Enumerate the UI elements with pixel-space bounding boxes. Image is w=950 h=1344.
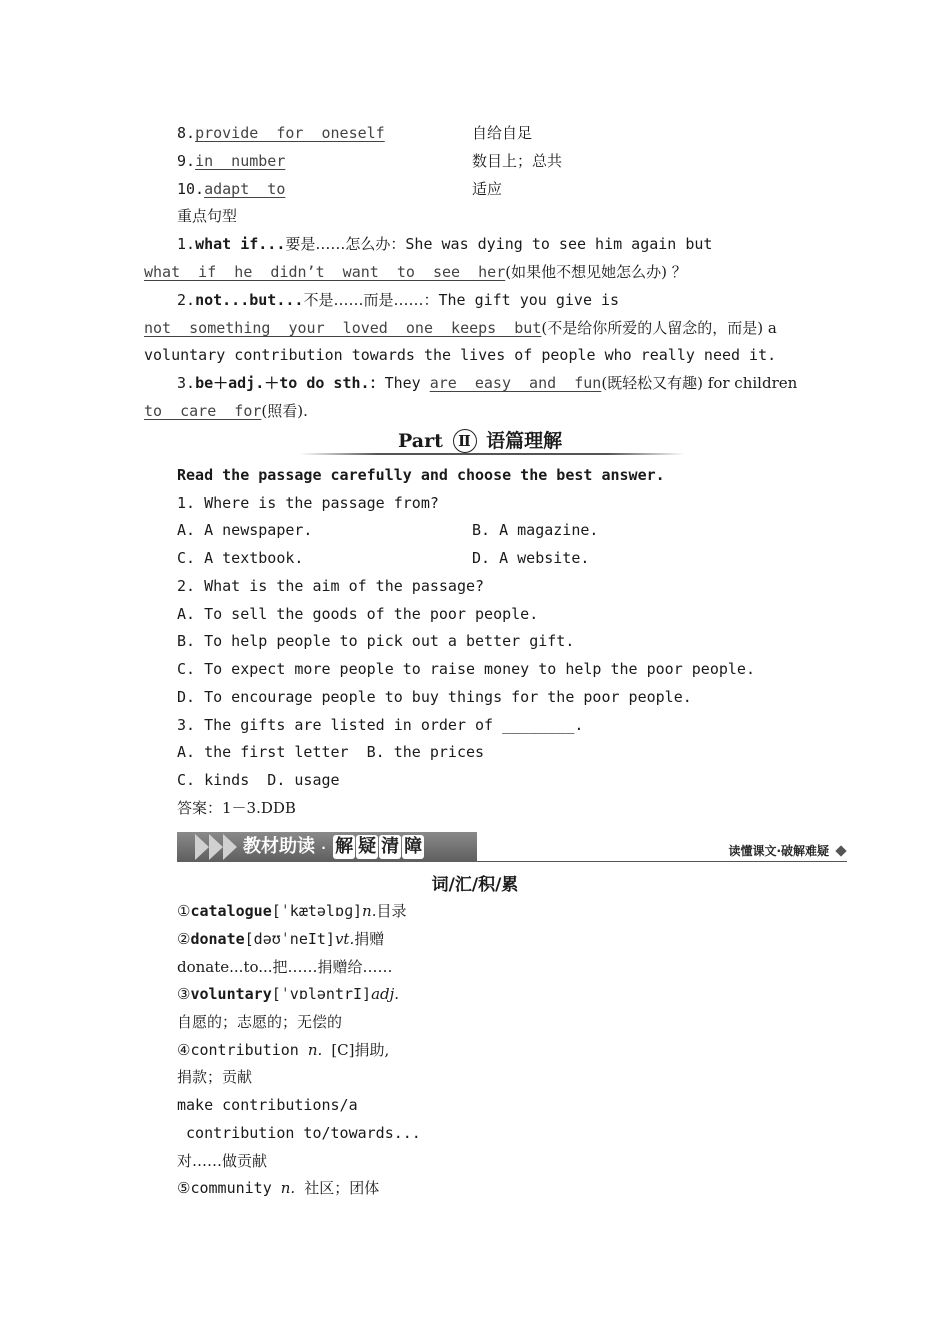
pattern-keyword: be＋adj.＋to do sth.： — [195, 374, 385, 392]
pattern-example: The gift you give is — [438, 291, 620, 309]
phrase-meaning: 适应 — [472, 180, 503, 198]
vocab-item-catalogue — [177, 901, 407, 921]
part-heading-text — [398, 428, 562, 454]
pattern-translation: (既轻松又有趣) for children — [601, 374, 798, 392]
option-2d: D. To encourage people to buy things for the poor people. — [177, 688, 692, 706]
option-3ab: A. the first letter B. the prices — [177, 743, 485, 761]
meaning: 捐款；贡献 — [177, 1068, 253, 1086]
item-number: ③ — [177, 985, 191, 1003]
reading-instruction: Read the passage carefully and choose the best answer. — [177, 466, 665, 484]
part-of-speech: n. — [280, 1179, 296, 1197]
phrase-number: 9. — [177, 152, 196, 170]
phrase-meaning: 自给自足 — [472, 124, 533, 142]
vocab-phrase-meaning: 对……做贡献 — [177, 1152, 268, 1170]
phrase-row — [177, 151, 285, 171]
banner-title — [243, 835, 424, 860]
part-title: 语篇理解 — [486, 430, 563, 452]
pattern-1-line — [177, 234, 712, 254]
phrase-answer: in number — [195, 152, 286, 170]
pattern-number: 1. — [177, 235, 196, 253]
pattern-number: 2. — [177, 291, 196, 309]
option-2c: C. To expect more people to raise money to help the poor people. — [177, 660, 755, 678]
pattern-keyword: not...but... — [195, 291, 304, 309]
part-roman-numeral: Ⅱ — [453, 429, 477, 453]
pattern-2-answer-line — [144, 318, 777, 338]
pattern-3-answer-line — [144, 401, 308, 421]
meaning: 自愿的；志愿的；无偿的 — [177, 1013, 343, 1031]
phrase-row — [177, 123, 385, 143]
phonetic: [dəʊˈneIt] — [244, 930, 335, 948]
option-1a: A. A newspaper. — [177, 521, 313, 539]
option-1c: C. A textbook. — [177, 549, 304, 567]
headword: catalogue — [190, 902, 272, 920]
pattern-number: 3. — [177, 374, 196, 392]
banner-dot: · — [321, 841, 326, 855]
meaning: 目录 — [376, 902, 407, 920]
pattern-example: They — [384, 374, 421, 392]
part-word: Part — [398, 430, 443, 452]
pattern-meaning: 不是……而是……： — [303, 291, 439, 309]
option-2b: B. To help people to pick out a better gift. — [177, 632, 575, 650]
banner-rule — [477, 861, 847, 862]
banner-tag: 疑 — [358, 836, 377, 857]
vocab-item-donate — [177, 929, 384, 949]
option-3cd: C. kinds D. usage — [177, 771, 340, 789]
option-1b: B. A magazine. — [472, 521, 599, 539]
question-1: 1. Where is the passage from? — [177, 494, 439, 512]
phrase-number: 10. — [177, 180, 205, 198]
headword: ⑤community — [177, 1179, 272, 1197]
pattern-keyword: what if... — [195, 235, 286, 253]
phonetic: [ˈkætəlɒɡ] — [271, 902, 363, 920]
pattern-answer: what if he didn’t want to see her — [144, 263, 506, 281]
item-number: ② — [177, 930, 191, 948]
pattern-3-line — [177, 373, 797, 393]
pattern-example: She was dying to see him again but — [405, 235, 713, 253]
vocab-item-community — [177, 1178, 379, 1198]
chevron-right-icon — [223, 834, 237, 860]
phrase-answer: provide for oneself — [195, 124, 385, 142]
pattern-translation: (照看). — [261, 402, 308, 420]
diamond-icon — [835, 845, 846, 856]
vocab-item-voluntary — [177, 984, 399, 1004]
phrase-row — [177, 179, 285, 199]
pattern-translation: (如果他不想见她怎么办) ？ — [505, 263, 687, 281]
pattern-answer: to care for — [144, 402, 262, 420]
answer-key: 答案：1－3.DDB — [177, 799, 296, 817]
meaning: 社区；团体 — [304, 1179, 380, 1197]
question-3: 3. The gifts are listed in order of ________. — [177, 716, 584, 734]
chevron-right-icon — [209, 834, 223, 860]
banner-tag: 解 — [335, 836, 354, 857]
vocab-phrase: make contributions/a — [177, 1096, 358, 1114]
section-banner — [177, 832, 847, 864]
pattern-answer: are easy and fun — [429, 374, 602, 392]
option-1d: D. A website. — [472, 549, 590, 567]
banner-title-text: 教材助读 — [243, 836, 315, 857]
vocab-phrase: donate...to...把……捐赠给…… — [177, 958, 393, 976]
banner-subtitle: 读懂课文·破解难疑 — [728, 844, 829, 858]
chevron-right-icon — [195, 834, 209, 860]
phrase-meaning: 数目上；总共 — [472, 152, 563, 170]
option-2a: A. To sell the goods of the poor people. — [177, 605, 539, 623]
pattern-2-continuation: voluntary contribution towards the lives of people who really need it. — [144, 346, 777, 364]
pattern-2-line — [177, 290, 619, 310]
banner-tag: 障 — [404, 836, 423, 857]
part-of-speech: vt. — [334, 930, 355, 948]
part-of-speech: n. — [362, 902, 377, 920]
vocab-phrase: contribution to/towards... — [177, 1124, 421, 1142]
phrase-number: 8. — [177, 124, 196, 142]
phonetic: [ˈvɒləntrI] — [271, 985, 372, 1003]
meaning: [C]捐助, — [331, 1041, 390, 1059]
pattern-1-answer-line — [144, 262, 687, 282]
part-of-speech: n. — [307, 1041, 323, 1059]
headword: ④contribution — [177, 1041, 299, 1059]
part-of-speech: adj. — [371, 985, 400, 1003]
headword: donate — [190, 930, 245, 948]
pattern-translation: (不是给你所爱的人留念的，而是) a — [541, 319, 777, 337]
question-2: 2. What is the aim of the passage? — [177, 577, 485, 595]
pattern-answer: not something your loved one keeps but — [144, 319, 542, 337]
pattern-meaning: 要是……怎么办： — [285, 235, 406, 253]
banner-tag: 清 — [381, 836, 400, 857]
part-2-heading — [300, 425, 685, 459]
vocab-section-title: 词/汇/积/累 — [431, 875, 519, 895]
sentence-patterns-heading: 重点句型 — [177, 207, 238, 225]
vocab-item-contribution — [177, 1040, 389, 1060]
meaning: 捐赠 — [354, 930, 385, 948]
item-number: ① — [177, 902, 191, 920]
headword: voluntary — [190, 985, 272, 1003]
phrase-answer: adapt to — [204, 180, 286, 198]
